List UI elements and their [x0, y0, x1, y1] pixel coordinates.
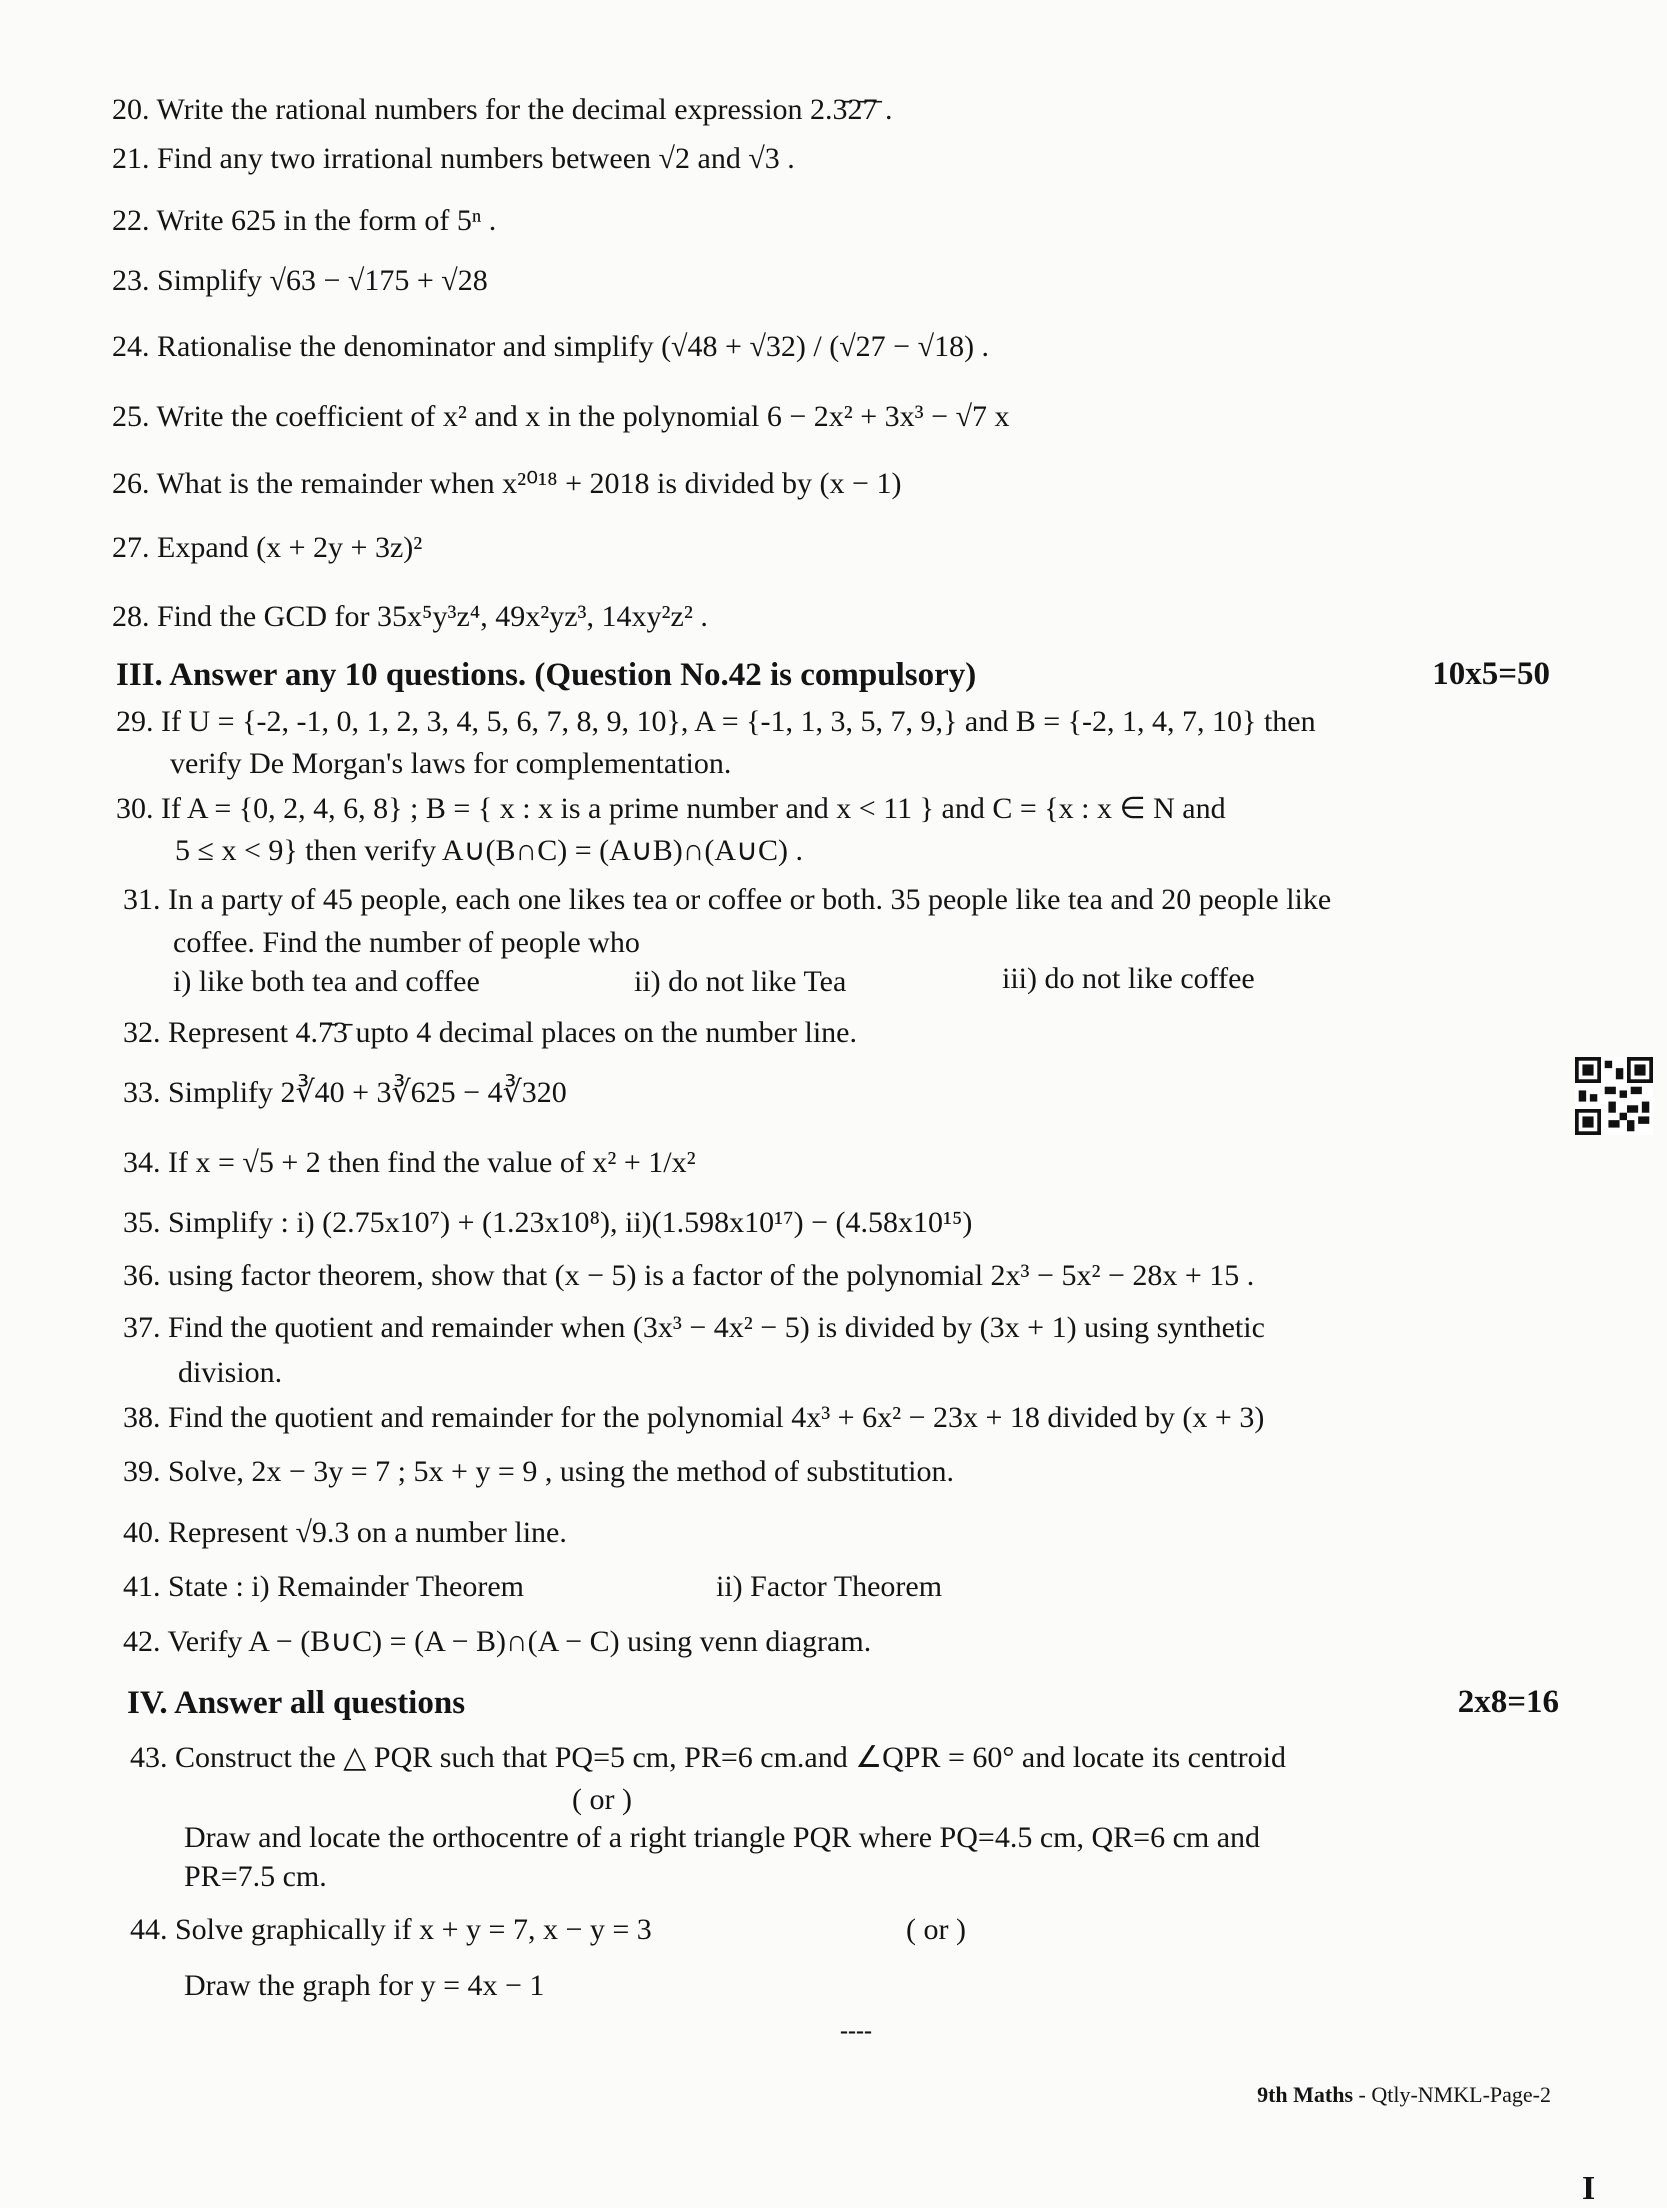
question-25: 25. Write the coefficient of x² and x in the polynomial 6 − 2x² + 3x³ − √7 x — [112, 400, 1010, 433]
question-44-alt: Draw the graph for y = 4x − 1 — [184, 1969, 545, 2002]
qr-code-icon — [1575, 1057, 1653, 1135]
question-37-cont: division. — [178, 1356, 283, 1389]
question-29-cont: verify De Morgan's laws for complementation. — [170, 747, 732, 780]
section-iii-heading: III. Answer any 10 questions. (Question No.42 is compulsory) — [116, 657, 977, 693]
question-30: 30. If A = {0, 2, 4, 6, 8} ; B = { x : x is a prime number and x < 11 } and C = {x : x ∈ N and — [116, 792, 1226, 825]
question-29: 29. If U = {-2, -1, 0, 1, 2, 3, 4, 5, 6, 7, 8, 9, 10}, A = {-1, 1, 3, 5, 7, 9,} and B = {-2, 1, 4, 7, 10} then — [116, 705, 1316, 738]
question-23: 23. Simplify √63 − √175 + √28 — [112, 264, 488, 297]
footer-subject: 9th Maths — [1257, 2082, 1354, 2107]
section-iv-marks: 2x8=16 — [1457, 1684, 1559, 1720]
question-37: 37. Find the quotient and remainder when (3x³ − 4x² − 5) is divided by (3x + 1) using synthetic — [123, 1311, 1265, 1344]
question-31-part-ii: ii) do not like Tea — [634, 965, 847, 998]
question-39: 39. Solve, 2x − 3y = 7 ; 5x + y = 9 , using the method of substitution. — [123, 1455, 955, 1488]
question-43: 43. Construct the △ PQR such that PQ=5 cm, PR=6 cm.and ∠QPR = 60° and locate its centroid — [130, 1741, 1286, 1774]
question-27: 27. Expand (x + 2y + 3z)² — [112, 531, 423, 564]
question-41-part-ii: ii) Factor Theorem — [716, 1570, 943, 1603]
question-30-cont: 5 ≤ x < 9} then verify A∪(B∩C) = (A∪B)∩(A∪C) . — [175, 834, 804, 867]
question-43-or: ( or ) — [572, 1783, 632, 1816]
question-34: 34. If x = √5 + 2 then find the value of x² + 1/x² — [123, 1146, 696, 1179]
question-28: 28. Find the GCD for 35x⁵y³z⁴, 49x²yz³, 14xy²z² . — [112, 600, 708, 633]
question-44: 44. Solve graphically if x + y = 7, x − y = 3 — [130, 1913, 652, 1946]
question-31: 31. In a party of 45 people, each one likes tea or coffee or both. 35 people like tea and 20 people like — [123, 883, 1332, 916]
question-22: 22. Write 625 in the form of 5ⁿ . — [112, 204, 497, 237]
question-31-part-iii: iii) do not like coffee — [1002, 962, 1255, 995]
footer-page: - Qtly-NMKL-Page-2 — [1353, 2082, 1551, 2107]
page-footer — [1257, 2082, 1551, 2108]
question-31-part-i: i) like both tea and coffee — [173, 965, 480, 998]
question-21: 21. Find any two irrational numbers between √2 and √3 . — [112, 142, 795, 175]
end-mark: ---- — [840, 2018, 872, 2044]
question-44-or: ( or ) — [906, 1913, 966, 1946]
question-41: 41. State : i) Remainder Theorem — [123, 1570, 525, 1603]
question-42: 42. Verify A − (B∪C) = (A − B)∩(A − C) using venn diagram. — [123, 1625, 872, 1658]
question-38: 38. Find the quotient and remainder for the polynomial 4x³ + 6x² − 23x + 18 divided by (x + 3) — [123, 1401, 1265, 1434]
question-20: 20. Write the rational numbers for the decimal expression 2.3̄2̄7̄ . — [112, 93, 893, 126]
question-24: 24. Rationalise the denominator and simplify (√48 + √32) / (√27 − √18) . — [112, 330, 990, 363]
question-35: 35. Simplify : i) (2.75x10⁷) + (1.23x10⁸), ii)(1.598x10¹⁷) − (4.58x10¹⁵) — [123, 1206, 973, 1239]
question-31-cont: coffee. Find the number of people who — [173, 926, 640, 959]
question-43-alt-cont: PR=7.5 cm. — [184, 1860, 327, 1893]
corner-mark: I — [1582, 2170, 1596, 2207]
question-36: 36. using factor theorem, show that (x − 5) is a factor of the polynomial 2x³ − 5x² − 28x + 15 . — [123, 1259, 1255, 1292]
question-43-alt: Draw and locate the orthocentre of a right triangle PQR where PQ=4.5 cm, QR=6 cm and — [184, 1821, 1261, 1854]
section-iii-marks: 10x5=50 — [1432, 656, 1550, 692]
question-33: 33. Simplify 2∛40 + 3∛625 − 4∛320 — [123, 1076, 567, 1109]
question-32: 32. Represent 4.7̄3̄ upto 4 decimal places on the number line. — [123, 1016, 857, 1049]
question-40: 40. Represent √9.3 on a number line. — [123, 1516, 567, 1549]
section-iv-heading: IV. Answer all questions — [127, 1685, 466, 1721]
question-26: 26. What is the remainder when x²⁰¹⁸ + 2018 is divided by (x − 1) — [112, 467, 902, 500]
